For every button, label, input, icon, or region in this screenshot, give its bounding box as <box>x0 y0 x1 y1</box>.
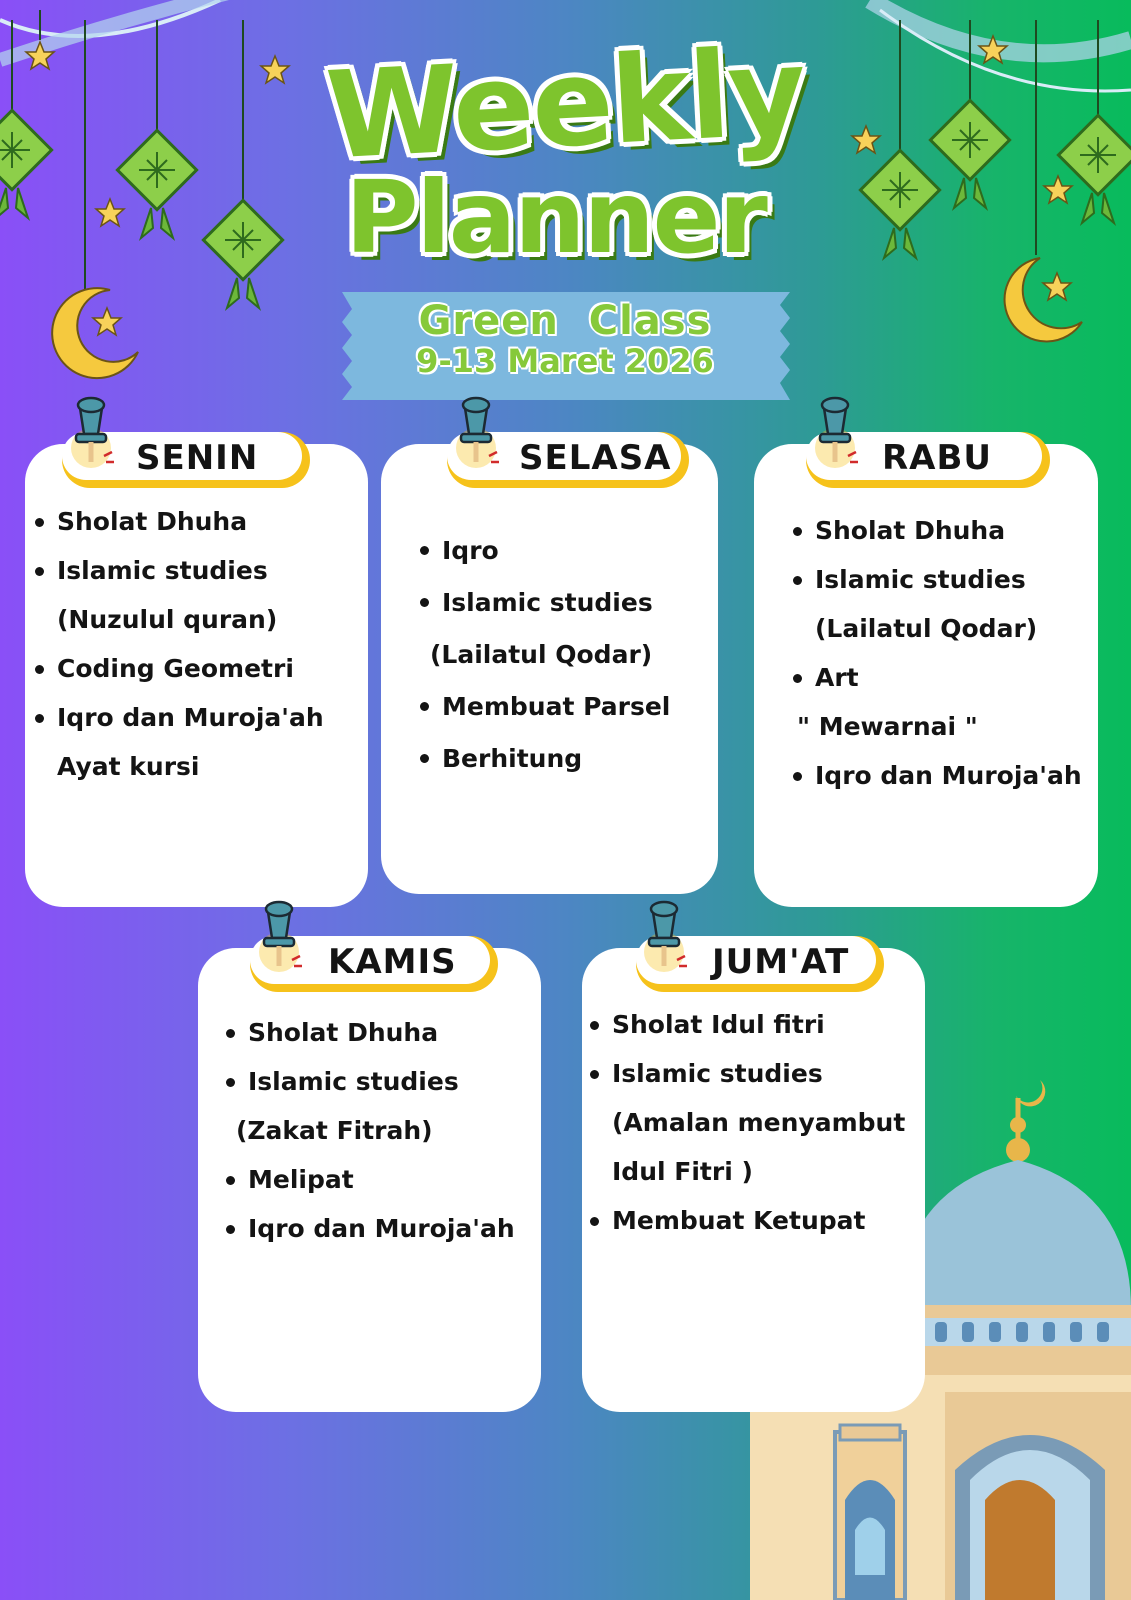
task-item: " Mewarnai " <box>797 712 978 741</box>
task-item: (Zakat Fitrah) <box>236 1116 433 1145</box>
star-icon <box>93 308 121 335</box>
task-list <box>797 506 1082 800</box>
task-item: Iqro dan Muroja'ah <box>815 751 1082 800</box>
day-label: RABU <box>882 438 993 478</box>
push-pin-icon <box>800 390 870 480</box>
task-item: Sholat Dhuha <box>248 1008 515 1057</box>
task-item: Sholat Dhuha <box>815 506 1082 555</box>
push-pin-icon <box>244 894 314 984</box>
push-pin-icon <box>441 390 511 480</box>
task-item: Islamic studies <box>442 577 670 629</box>
task-item: Melipat <box>248 1155 515 1204</box>
task-item: Sholat Idul fitri <box>612 1000 905 1049</box>
task-item: Iqro dan Muroja'ah <box>57 693 324 742</box>
task-list <box>57 497 324 791</box>
task-item: Islamic studies <box>248 1057 515 1106</box>
task-list <box>236 1008 515 1253</box>
task-item: (Amalan menyambut <box>612 1108 906 1137</box>
title-line-1: Weekly <box>323 22 808 187</box>
day-card-rabu <box>754 444 1098 907</box>
task-item: Islamic studies <box>612 1049 905 1098</box>
push-pin-icon <box>56 390 126 480</box>
day-label: JUM'AT <box>712 942 850 982</box>
day-label: SELASA <box>519 438 672 478</box>
task-item: Idul Fitri ) <box>612 1157 753 1186</box>
task-item: (Lailatul Qodar) <box>430 640 653 669</box>
title-line-2: Planner <box>345 159 766 276</box>
task-item: Berhitung <box>442 733 670 785</box>
day-card-jumat <box>582 948 925 1412</box>
task-item: Islamic studies <box>815 555 1082 604</box>
task-item: Ayat kursi <box>57 752 200 781</box>
task-item: Coding Geometri <box>57 644 324 693</box>
task-item: Sholat Dhuha <box>57 497 324 546</box>
task-item: (Nuzulul quran) <box>57 605 278 634</box>
task-item: Art <box>815 653 1082 702</box>
task-list <box>612 1000 905 1245</box>
day-card-kamis <box>198 948 541 1412</box>
day-label: SENIN <box>136 438 259 478</box>
task-item: Iqro <box>442 525 670 577</box>
day-label: KAMIS <box>328 942 457 982</box>
push-pin-icon <box>629 894 699 984</box>
task-item: (Lailatul Qodar) <box>815 614 1038 643</box>
task-item: Membuat Parsel <box>442 681 670 733</box>
task-list <box>430 525 671 785</box>
day-card-selasa <box>381 444 718 894</box>
star-icon <box>1043 273 1071 300</box>
date-range: 9-13 Maret 2026 <box>416 342 714 380</box>
day-card-senin <box>25 444 368 907</box>
class-name: Green Class <box>418 298 712 344</box>
task-item: Islamic studies <box>57 546 324 595</box>
task-item: Membuat Ketupat <box>612 1196 905 1245</box>
task-item: Iqro dan Muroja'ah <box>248 1204 515 1253</box>
